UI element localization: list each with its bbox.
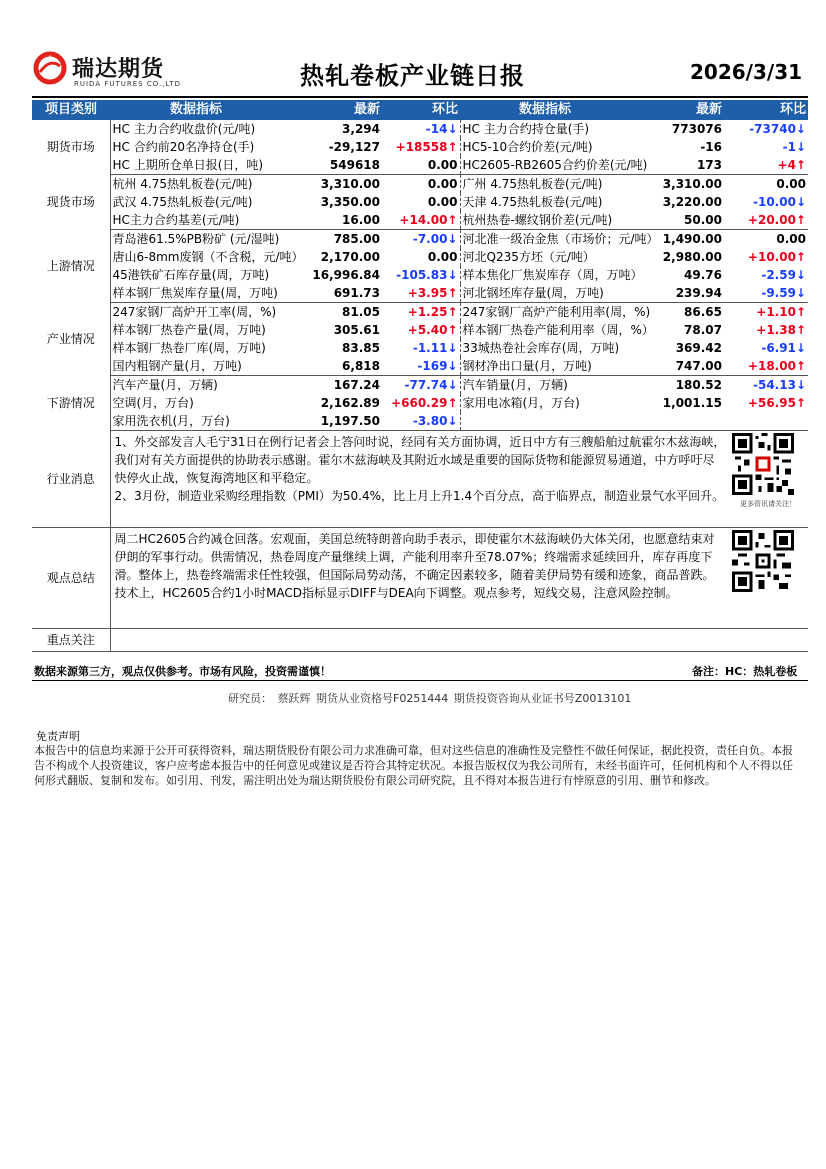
right-value: 3,310.00	[662, 177, 722, 191]
left-change: -169↓	[382, 357, 460, 376]
left-indicator: 国内粗钢产量(月，万吨)	[110, 357, 282, 376]
left-change: 0.00	[382, 248, 460, 266]
table-row	[32, 175, 808, 194]
right-value: 773076	[671, 122, 722, 136]
report-date: 2026/3/31	[690, 60, 803, 84]
logo-subtext: RUIDA FUTURES CO.,LTD	[74, 80, 182, 88]
table-row	[32, 376, 808, 395]
left-indicator: HC 主力合约收盘价(元/吨)	[112, 122, 256, 136]
left-change: +1.25↑	[382, 303, 460, 322]
right-change: +18.00↑	[724, 357, 808, 376]
right-indicator: 样本钢厂热卷产能利用率（周，%）	[462, 323, 654, 337]
table-row	[32, 211, 808, 230]
col-indicator-2: 数据指标	[460, 100, 630, 120]
right-value: -16	[700, 140, 722, 154]
right-value: 78.07	[684, 323, 722, 337]
left-value: 305.61	[333, 323, 380, 337]
right-change: +4↑	[724, 156, 808, 175]
left-change: +5.40↑	[382, 321, 460, 339]
table-row	[32, 321, 808, 339]
section-label: 产业情况	[32, 303, 110, 376]
right-value: 50.00	[630, 211, 724, 230]
right-value: 239.94	[630, 284, 724, 303]
focus-cell	[110, 629, 808, 652]
table-row	[32, 138, 808, 156]
right-indicator: 33城热卷社会库存(周，万吨)	[462, 341, 620, 355]
right-change: -6.91↓	[761, 341, 806, 355]
left-change: -1.11↓	[382, 339, 460, 357]
right-change: +10.00↑	[747, 250, 806, 264]
right-change: -10.00↓	[753, 195, 806, 209]
left-value: 2,162.89	[320, 396, 380, 410]
col-change-2: 环比	[724, 100, 808, 120]
left-indicator: HC 合约前20名净持仓(手)	[112, 140, 255, 154]
left-indicator: 45港铁矿石库存量(周，万吨)	[112, 268, 270, 282]
left-change: +14.00↑	[382, 211, 460, 230]
table-row	[32, 156, 808, 175]
left-value: 6,818	[282, 357, 382, 376]
right-indicator: 汽车销量(月，万辆)	[462, 378, 568, 392]
section-label: 现货市场	[32, 175, 110, 230]
right-value: 86.65	[684, 305, 722, 319]
table-row	[32, 394, 808, 412]
left-value: 549618	[282, 156, 382, 175]
right-indicator	[460, 412, 630, 431]
left-change: 0.00	[382, 156, 460, 175]
section-label: 期货市场	[32, 120, 110, 175]
news-item-1: 1、外交部发言人毛宁31日在例行记者会上答问时说，经同有关方面协调，近日中方有三艘船舶过航霍尔木兹海峡，我们对有关方面提供的协助表示感谢。霍尔木兹海峡及其附近水域是重要的国际货物和能源贸易通道，中方呼吁尽快停火止战，恢复海湾地区和平稳定。	[114, 435, 726, 485]
left-value: -29,127	[328, 140, 380, 154]
data-source-note: 数据来源第三方，观点仅供参考。市场有风险，投资需谨慎！	[34, 665, 331, 678]
table-row	[32, 303, 808, 322]
left-value: 3,310.00	[320, 177, 380, 191]
page-title: 热轧卷板产业链日报	[300, 62, 525, 90]
left-value: 81.05	[342, 305, 380, 319]
left-value: 3,350.00	[320, 195, 380, 209]
summary-row	[32, 528, 808, 629]
left-indicator: 唐山6-8mm废钢（不含税，元/吨）	[112, 250, 304, 264]
left-value: 1,197.50	[282, 412, 382, 431]
col-change: 环比	[382, 100, 460, 120]
abbreviation-note: 备注：HC：热轧卷板	[692, 665, 798, 678]
right-indicator: 河北准一级冶金焦（市场价；元/吨）	[462, 232, 659, 246]
right-indicator: 广州 4.75热轧板卷(元/吨)	[462, 177, 603, 191]
right-change: -9.59↓	[724, 284, 808, 303]
right-change: -54.13↓	[753, 378, 806, 392]
company-logo	[34, 50, 184, 90]
table-row	[32, 248, 808, 266]
left-value: 2,170.00	[320, 250, 380, 264]
left-value: 83.85	[342, 341, 380, 355]
qr-caption: 更多资讯请关注！	[740, 500, 796, 508]
right-change: +1.38↑	[756, 323, 806, 337]
right-indicator: HC2605-RB2605合约价差(元/吨)	[460, 156, 630, 175]
left-indicator: 样本钢厂热卷产量(周，万吨)	[112, 323, 266, 337]
left-change: -7.00↓	[382, 230, 460, 249]
industry-news-cell	[110, 431, 808, 528]
right-indicator: HC5-10合约价差(元/吨)	[462, 140, 593, 154]
right-change: -2.59↓	[761, 268, 806, 282]
logo-text: 瑞达期货	[72, 57, 165, 82]
right-indicator: 河北Q235方坯（元/吨）	[462, 250, 595, 264]
left-indicator: HC主力合约基差(元/吨)	[110, 211, 282, 230]
right-change: +1.10↑	[756, 305, 806, 319]
right-value: 1,490.00	[662, 232, 722, 246]
right-value: 49.76	[684, 268, 722, 282]
left-indicator: 样本钢厂焦炭库存量(周，万吨)	[110, 284, 282, 303]
right-change	[724, 412, 808, 431]
left-change: -105.83↓	[382, 266, 460, 284]
right-value: 1,001.15	[662, 396, 722, 410]
table-row	[32, 284, 808, 303]
right-change: +20.00↑	[724, 211, 808, 230]
left-change: -14↓	[382, 120, 460, 138]
table-header-row	[32, 100, 808, 120]
right-value: 173	[630, 156, 724, 175]
col-latest: 最新	[282, 100, 382, 120]
left-indicator: 青岛港61.5%PB粉矿 (元/湿吨)	[112, 232, 280, 246]
left-change: -77.74↓	[382, 376, 460, 395]
right-indicator: 河北钢坯库存量(周，万吨)	[460, 284, 630, 303]
right-value: 369.42	[675, 341, 722, 355]
table-row	[32, 339, 808, 357]
right-value: 2,980.00	[662, 250, 722, 264]
table-row	[32, 357, 808, 376]
right-indicator: HC 主力合约持仓量(手)	[462, 122, 590, 136]
left-indicator: 空调(月，万台)	[112, 396, 194, 410]
disclaimer-text: 本报告中的信息均来源于公开可获得资料，瑞达期货股份有限公司力求准确可靠，但对这些信息的准确性及完整性不做任何保证，据此投资，责任自负。本报告不构成个人投资建议，客户应考虑本报告中的任何意见或建议是否符合其特定状况。本报告版权仅为我公司所有，未经书面许可，任何机构和个人不得以任何形式翻版、复制和发布。如引用、刊发，需注明出处为瑞达期货股份有限公司研究院，且不得对本报告进行有悖原意的引用、删节和修改。	[34, 744, 793, 787]
left-value: 16.00	[282, 211, 382, 230]
left-change: -3.80↓	[382, 412, 460, 431]
right-indicator: 杭州热卷-螺纹钢价差(元/吨)	[460, 211, 630, 230]
table-row	[32, 266, 808, 284]
left-indicator: 武汉 4.75热轧板卷(元/吨)	[112, 195, 253, 209]
left-indicator: 汽车产量(月，万辆)	[112, 378, 218, 392]
qr-code-icon	[732, 530, 794, 592]
right-indicator: 天津 4.75热轧板卷(元/吨)	[462, 195, 603, 209]
right-change: -73740↓	[749, 122, 806, 136]
industry-news-row	[32, 431, 808, 528]
left-value: 691.73	[282, 284, 382, 303]
left-value: 16,996.84	[312, 268, 380, 282]
researcher-info: 研究员： 蔡跃辉 期货从业资格号F0251444 期货投资咨询从业证书号Z0013101	[228, 692, 632, 705]
summary-cell	[110, 528, 808, 629]
col-category: 项目类别	[32, 100, 110, 120]
summary-text: 周二HC2605合约减仓回落。宏观面，美国总统特朗普向助手表示，即使霍尔木兹海峡仍大体关闭，也愿意结束对伊朗的军事行动。供需情况，热卷周度产量继续上调，产能利用率升至78.07%；终端需求延续回升，库存再度下滑。整体上，热卷终端需求任性较强，但国际局势动荡，不确定因素较多，随着美伊局势有缓和迹象，商品普跌。技术上，HC2605合约1小时MACD指标显示DIFF与DEA向下调整。观点参考，短线交易，注意风险控制。	[114, 532, 715, 600]
left-change: 0.00	[382, 193, 460, 211]
section-label: 重点关注	[32, 629, 110, 652]
left-value: 167.24	[333, 378, 380, 392]
left-indicator: HC 上期所仓单日报(日，吨)	[110, 156, 282, 175]
table-row	[32, 230, 808, 249]
right-indicator: 样本焦化厂焦炭库存（周，万吨）	[462, 268, 643, 282]
header-divider	[32, 96, 808, 98]
right-change: +56.95↑	[747, 396, 806, 410]
disclaimer-title: 免责声明	[36, 730, 80, 743]
col-indicator: 数据指标	[110, 100, 282, 120]
table-row	[32, 120, 808, 138]
qr-code-icon	[732, 433, 794, 495]
section-label: 上游情况	[32, 230, 110, 303]
right-value: 180.52	[675, 378, 722, 392]
left-indicator: 247家钢厂高炉开工率(周，%)	[112, 305, 277, 319]
right-change: -1↓	[782, 140, 806, 154]
left-indicator: 样本钢厂热卷厂库(周，万吨)	[112, 341, 266, 355]
right-indicator: 家用电冰箱(月，万台)	[462, 396, 580, 410]
logo-mark-icon	[34, 52, 66, 84]
footer-divider	[32, 680, 808, 681]
section-label: 下游情况	[32, 376, 110, 431]
right-indicator: 钢材净出口量(月，万吨)	[460, 357, 630, 376]
left-change: +18558↑	[382, 138, 460, 156]
right-value: 747.00	[630, 357, 724, 376]
left-indicator: 家用洗衣机(月，万台)	[110, 412, 282, 431]
col-latest-2: 最新	[630, 100, 724, 120]
left-change: +660.29↑	[382, 394, 460, 412]
right-value	[630, 412, 724, 431]
right-value: 3,220.00	[662, 195, 722, 209]
right-indicator: 247家钢厂高炉产能利用率(周，%)	[462, 305, 651, 319]
left-change: 0.00	[382, 175, 460, 194]
news-item-2: 2、3月份，制造业采购经理指数（PMI）为50.4%，比上月上升1.4个百分点，高于临界点，制造业景气水平回升。	[114, 489, 725, 503]
left-value: 785.00	[333, 232, 380, 246]
right-change: 0.00	[776, 177, 806, 191]
table-row	[32, 193, 808, 211]
left-indicator: 杭州 4.75热轧板卷(元/吨)	[112, 177, 253, 191]
focus-row	[32, 629, 808, 652]
left-change: +3.95↑	[382, 284, 460, 303]
left-value: 3,294	[342, 122, 380, 136]
table-row	[32, 412, 808, 431]
section-label: 观点总结	[32, 528, 110, 629]
section-label: 行业消息	[32, 431, 110, 528]
data-table	[32, 100, 808, 652]
right-change: 0.00	[776, 232, 806, 246]
